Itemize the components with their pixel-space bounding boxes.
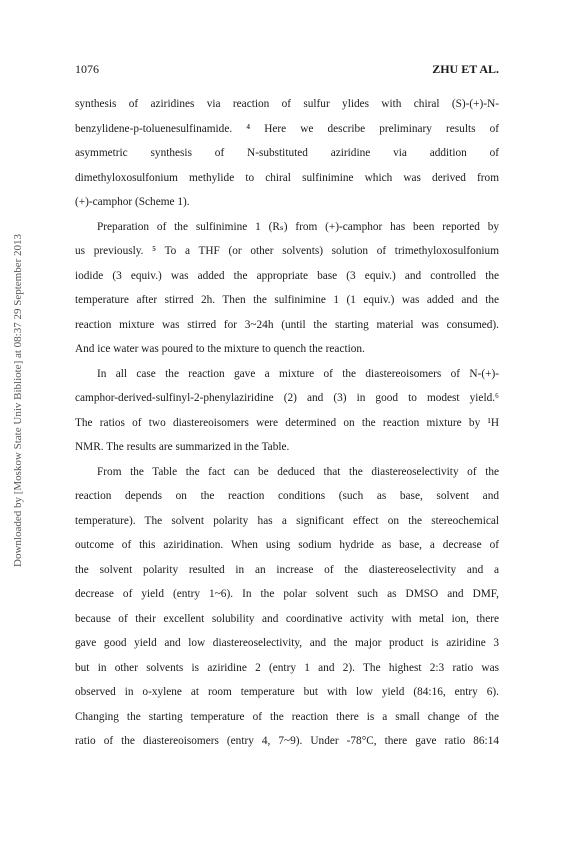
page-number: 1076 [75, 62, 99, 76]
text-line: And ice water was poured to the mixture to quench the reaction. [75, 343, 365, 355]
text-line: iodide (3 equiv.) was added the appropriate base (3 equiv.) and controlled the [75, 269, 499, 282]
text-line: outcome of this aziridination. When using sodium hydride as base, a decrease of [75, 539, 499, 551]
text-line: the solvent polarity resulted in an increase of the diastereoselectivity and a [75, 563, 499, 576]
text-line: reaction depends on the reaction conditions (such as base, solvent and [75, 490, 499, 502]
text-line: benzylidene-p-toluenesulfinamide. ⁴ Here we describe preliminary results of [75, 122, 499, 135]
text-line: temperature after stirred 2h. Then the sulfinimine 1 (1 equiv.) was added and the [75, 294, 499, 306]
text-line: us previously. ⁵ To a THF (or other solvents) solution of trimethyloxosulfonium [75, 245, 499, 257]
text-line: temperature). The solvent polarity has a significant effect on the stereochemical [75, 514, 499, 527]
text-line: observed in o-xylene at room temperature but with low yield (84:16, entry 6). [75, 686, 499, 698]
text-line: camphor-derived-sulfinyl-2-phenylaziridine (2) and (3) in good to modest yield.⁶ [75, 392, 499, 404]
text-line: In all case the reaction gave a mixture of the diastereoisomers of N-(+)- [97, 367, 499, 380]
text-line: gave good yield and low diastereoselectivity, and the major product is aziridine 3 [75, 637, 499, 649]
text-line: ratio of the diastereoisomers (entry 4, 7~9). Under -78°C, there gave ratio 86:14 [75, 735, 499, 747]
text-line: (+)-camphor (Scheme 1). [75, 196, 190, 208]
article-body [75, 96, 499, 758]
text-line: NMR. The results are summarized in the Table. [75, 441, 290, 453]
text-line: The ratios of two diastereoisomers were determined on the reaction mixture by ¹H [75, 416, 499, 429]
text-line: asymmetric synthesis of N-substituted aziridine via addition of [75, 147, 499, 159]
text-line: reaction mixture was stirred for 3~24h (until the starting material was consumed). [75, 318, 499, 331]
text-line: but in other solvents is aziridine 2 (entry 1 and 2). The highest 2:3 ratio was [75, 661, 499, 674]
running-head: ZHU ET AL. [432, 62, 499, 76]
text-line: Preparation of the sulfinimine 1 (Rₛ) from (+)-camphor has been reported by [97, 220, 499, 233]
text-line: because of their excellent solubility and coordinative activity with metal ion, there [75, 612, 499, 625]
page-header [75, 62, 499, 78]
text-line: Changing the starting temperature of the reaction there is a small change of the [75, 710, 499, 723]
text-line: dimethyloxosulfonium methylide to chiral sulfinimine which was derived from [75, 171, 499, 184]
text-line: From the Table the fact can be deduced that the diastereoselectivity of the [97, 465, 499, 478]
text-line: synthesis of aziridines via reaction of sulfur ylides with chiral (S)-(+)-N- [75, 98, 499, 110]
download-watermark: Downloaded by [Moskow State Univ Bibliote] at 08:37 29 September 2013 [12, 233, 24, 567]
text-line: decrease of yield (entry 1~6). In the polar solvent such as DMSO and DMF, [75, 588, 499, 600]
